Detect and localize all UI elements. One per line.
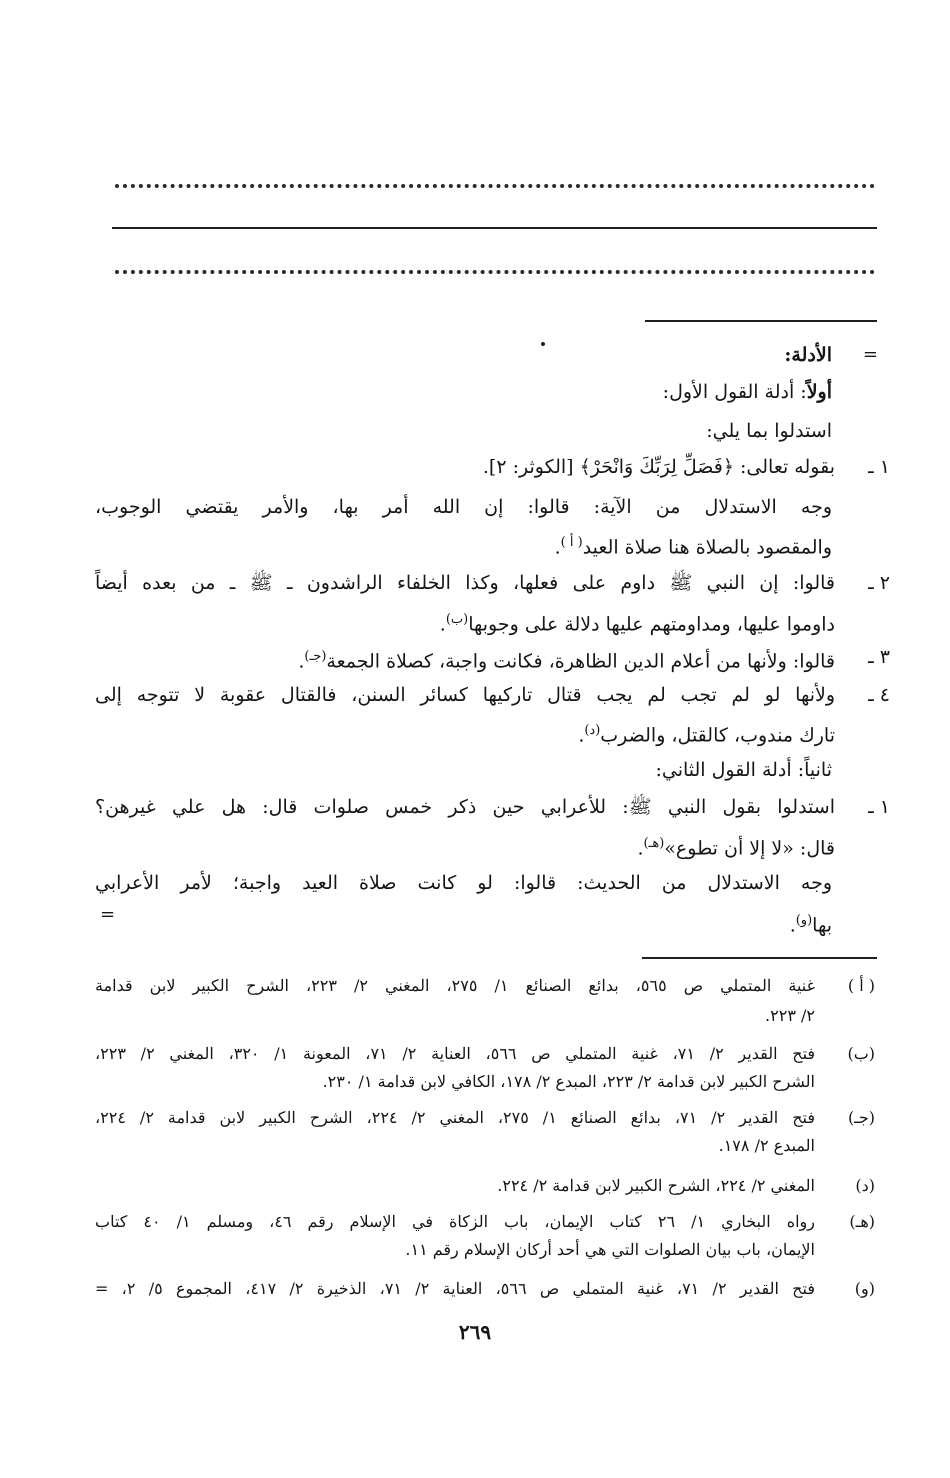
item-number: ١ ـ xyxy=(868,456,890,478)
footnote-line: ٢/ ٢٢٣. xyxy=(765,1006,815,1025)
section-marker: = xyxy=(862,344,878,365)
footnote-label: (هـ) xyxy=(849,1212,875,1231)
footnote-line: الشرح الكبير لابن قدامة ٢/ ٢٢٣، المبدع ٢/ ١٧٨، الكافي لابن قدامة ١/ ٢٣٠. xyxy=(322,1072,815,1091)
item-number: ٤ ـ xyxy=(868,684,890,706)
item-text: تارك مندوب، كالقتل، والضرب xyxy=(600,724,835,747)
period: . xyxy=(554,536,561,559)
item-line xyxy=(95,716,835,750)
item-line: قالوا: إن النبي ﷺ داوم على فعلها، وكذا الخلفاء الراشدون ـ ﷺ ـ من بعده أيضاً xyxy=(95,572,835,594)
item-line xyxy=(95,605,835,639)
period: . xyxy=(789,914,796,937)
item-line: بقوله تعالى: ﴿فَصَلِّ لِرَبِّكَ وَانْحَرْ﴾ [الكوثر: ٢]. xyxy=(482,456,835,478)
paragraph-line xyxy=(95,906,832,940)
item-line xyxy=(95,642,835,676)
paragraph-line: وجه الاستدلال من الآية: قالوا: إن الله أمر بها، والأمر يقتضي الوجوب، xyxy=(95,496,832,518)
footnote-label: (ب) xyxy=(847,1044,875,1063)
item-text: داوموا عليها، ومداومتهم عليها دلالة على وجوبها xyxy=(468,613,835,636)
item-line: ولأنها لو لم تجب لم يجب قتال تاركيها كسائر السنن، فالقتال عقوبة لا تتوجه إلى xyxy=(95,684,835,706)
period: . xyxy=(578,724,585,747)
footnote-ref: (د) xyxy=(584,723,601,738)
footnote-ref: ( أ ) xyxy=(560,535,583,550)
footnote-line: فتح القدير ٢/ ٧١، غنية المتملي ص ٥٦٦، العناية ٢/ ٧١، الذخيرة ٢/ ٤١٧، المجموع ٥/ ٢، = xyxy=(95,1279,815,1298)
first-group-title xyxy=(95,377,832,407)
page-number: ٢٦٩ xyxy=(458,1320,492,1344)
footnote-label: (د) xyxy=(855,1176,875,1195)
footnote-ref: (ب) xyxy=(445,612,469,627)
footnote-rule xyxy=(642,957,877,959)
footnote-ref: (هـ) xyxy=(643,836,665,851)
paragraph-text: بها xyxy=(812,914,832,937)
period: . xyxy=(439,613,446,636)
footnote-line: فتح القدير ٢/ ٧١، غنية المتملي ص ٥٦٦، العناية ٢/ ٧١، المعونة ١/ ٣٢٠، المغني ٢/ ٢٢٣، xyxy=(95,1044,816,1063)
item-number: ٣ ـ xyxy=(868,646,890,668)
footnote-line: الإيمان، باب بيان الصلوات التي هي أحد أركان الإسلام رقم ١١. xyxy=(405,1240,815,1259)
first-group-intro: استدلوا بما يلي: xyxy=(706,420,832,442)
continuation-marker: = xyxy=(100,904,116,925)
footnote-line: رواه البخاري ١/ ٢٦ كتاب الإيمان، باب الزكاة في الإسلام رقم ٤٦، ومسلم ١/ ٤٠ كتاب xyxy=(95,1212,816,1231)
item-text: قالوا: ولأنها من أعلام الدين الظاهرة، فكانت واجبة، كصلاة الجمعة xyxy=(326,650,835,673)
footnote-line: المبدع ٢/ ١٧٨. xyxy=(718,1136,815,1155)
footnote-line: المغني ٢/ ٢٢٤، الشرح الكبير لابن قدامة ٢/ ٢٢٤. xyxy=(497,1176,815,1195)
paragraph-line xyxy=(95,528,832,562)
first-group-title-bold: أولاً xyxy=(806,381,832,403)
paragraph-line: وجه الاستدلال من الحديث: قالوا: لو كانت صلاة العيد واجبة؛ لأمر الأعرابي xyxy=(95,872,832,894)
period: . xyxy=(298,650,305,673)
item-number: ٢ ـ xyxy=(868,572,890,594)
footnote-line: غنية المتملي ص ٥٦٥، بدائع الصنائع ١/ ٢٧٥، المغني ٢/ ٢٢٣، الشرح الكبير لابن قدامة xyxy=(95,976,816,995)
footnote-ref: (و) xyxy=(795,913,813,928)
footnote-label: ( أ ) xyxy=(847,976,875,995)
first-group-title-rest: : أدلة القول الأول: xyxy=(662,381,807,403)
period: . xyxy=(637,837,644,860)
footnote-label: (و) xyxy=(854,1279,875,1298)
item-number: ١ ـ xyxy=(868,796,890,818)
second-group-title: ثانياً: أدلة القول الثاني: xyxy=(655,759,832,781)
item-line: استدلوا بقول النبي ﷺ: للأعرابي حين ذكر خمس صلوات قال: هل علي غيرهن؟ xyxy=(95,796,835,818)
footnote-ref: (جـ) xyxy=(304,649,327,664)
item-line xyxy=(95,829,835,863)
dotted-separator-top xyxy=(115,184,875,188)
heading-rule xyxy=(645,320,877,322)
heading-evidence: الأدلة: xyxy=(784,344,832,366)
separator-rule xyxy=(112,227,877,229)
item-text: قال: «لا إلا أن تطوع» xyxy=(664,837,835,860)
paragraph-text: والمقصود بالصلاة هنا صلاة العيد xyxy=(582,536,832,559)
footnote-line: فتح القدير ٢/ ٧١، بدائع الصنائع ١/ ٢٧٥، المغني ٢/ ٢٢٤، الشرح الكبير لابن قدامة ٢/ ٢٢٤، xyxy=(95,1108,816,1127)
dotted-separator-bottom xyxy=(115,270,875,274)
footnote-label: (جـ) xyxy=(847,1108,875,1127)
